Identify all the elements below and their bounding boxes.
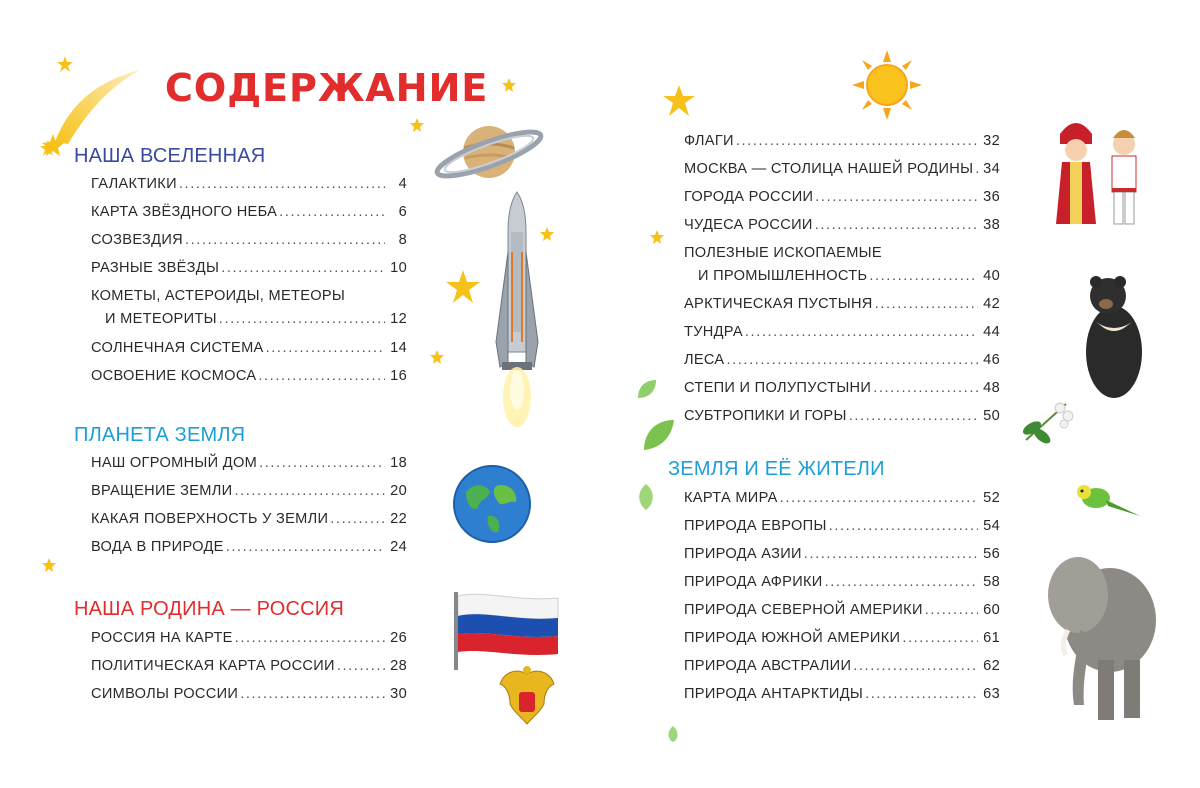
toc-page-number: 44 [983,324,1000,340]
star-icon [42,558,56,572]
star-icon [650,230,664,244]
toc-page-number: 52 [983,490,1000,506]
toc-page-number: 18 [390,455,407,471]
star-icon [502,78,516,92]
toc-entry[interactable] [684,686,1000,702]
toc-entry-title-line1: ПОЛЕЗНЫЕ ИСКОПАЕМЫЕ [684,245,882,261]
toc-entry-title: РАЗНЫЕ ЗВЁЗДЫ [91,260,220,276]
toc-page-number: 50 [983,408,1000,424]
toc-entry-title: КАКАЯ ПОВЕРХНОСТЬ У ЗЕМЛИ [91,511,329,527]
toc-page-number: 32 [983,133,1000,149]
toc-page-number: 6 [398,204,407,220]
toc-entry-title: ВРАЩЕНИЕ ЗЕМЛИ [91,483,233,499]
toc-entry-title: ПРИРОДА ЕВРОПЫ [684,518,827,534]
toc-page-number: 22 [390,511,407,527]
toc-page-number: 28 [390,658,407,674]
toc-entry[interactable] [684,602,1000,618]
toc-dot-leader [240,686,385,702]
toc-entry-title: НАШ ОГРОМНЫЙ ДОМ [91,455,258,471]
toc-entry-title: МОСКВА — СТОЛИЦА НАШЕЙ РОДИНЫ [684,161,974,177]
toc-entry[interactable] [684,546,1000,562]
bear-icon [1078,272,1148,407]
toc-page-number: 4 [398,176,407,192]
toc-entry-title: СОЗВЕЗДИЯ [91,232,183,248]
star-icon [663,85,695,117]
toc-entry-title: ПРИРОДА АФРИКИ [684,574,823,590]
leaf-icon [636,378,658,400]
toc-page-number: 48 [983,380,1000,396]
toc-list-earth-people [684,0,1000,788]
toc-page-number: 14 [390,340,407,356]
toc-entry-title: ГОРОДА РОССИИ [684,189,814,205]
section-heading-earth: ПЛАНЕТА ЗЕМЛЯ [74,424,246,446]
toc-page-number: 61 [983,630,1000,646]
rocket-icon [482,192,552,442]
toc-dot-leader [235,630,385,646]
toc-entry[interactable] [684,574,1000,590]
toc-page-number: 54 [983,518,1000,534]
toc-page-number: 40 [983,268,1000,284]
toc-page-number: 38 [983,217,1000,233]
star-icon [430,350,444,364]
toc-dot-leader [853,658,978,674]
toc-entry[interactable] [684,630,1000,646]
children-folk-costume-icon [1052,114,1152,234]
toc-page-number: 34 [983,161,1000,177]
toc-entry-title: ПРИРОДА АВСТРАЛИИ [684,658,852,674]
toc-page-number: 20 [390,483,407,499]
toc-entry-title: ГАЛАКТИКИ [91,176,177,192]
leaf-icon [666,726,680,742]
toc-entry-title: ОСВОЕНИЕ КОСМОСА [91,368,257,384]
section-heading-earth-people: ЗЕМЛЯ И ЕЁ ЖИТЕЛИ [668,458,885,480]
leaf-icon [636,484,656,510]
toc-dot-leader [780,490,978,506]
toc-entry-title: КАРТА МИРА [684,490,778,506]
toc-page-number: 56 [983,546,1000,562]
toc-dot-leader [902,630,978,646]
toc-entry-title: ВОДА В ПРИРОДЕ [91,539,224,555]
toc-page-number: 63 [983,686,1000,702]
toc-entry[interactable] [91,658,407,674]
toc-page-number: 60 [983,602,1000,618]
toc-entry-title: РОССИЯ НА КАРТЕ [91,630,233,646]
toc-entry[interactable] [91,686,407,702]
russian-flag-icon [436,590,561,670]
coat-of-arms-icon [496,664,558,736]
toc-page-number: 36 [983,189,1000,205]
toc-entry-title: КАРТА ЗВЁЗДНОГО НЕБА [91,204,278,220]
toc-entry-title: И ПРОМЫШЛЕННОСТЬ [698,268,868,284]
toc-page-number: 24 [390,539,407,555]
toc-dot-leader [925,602,978,618]
page-title: СОДЕРЖАНИЕ [165,66,489,110]
toc-page-number: 10 [390,260,407,276]
star-icon [57,56,73,72]
toc-page-number: 16 [390,368,407,384]
toc-page-number: 46 [983,352,1000,368]
toc-entry-title: ПРИРОДА ЮЖНОЙ АМЕРИКИ [684,630,901,646]
comet-icon [50,62,150,152]
toc-entry-title: ЛЕСА [684,352,725,368]
toc-page-number: 12 [390,311,407,327]
toc-entry-title: ПРИРОДА АЗИИ [684,546,802,562]
saturn-icon [434,112,544,192]
toc-entry-title: ПРИРОДА АНТАРКТИДЫ [684,686,864,702]
toc-page-number: 58 [983,574,1000,590]
toc-entry[interactable] [684,518,1000,534]
earth-globe-icon [452,464,532,544]
toc-dot-leader [337,658,385,674]
star-icon [446,270,480,304]
toc-entry-title: АРКТИЧЕСКАЯ ПУСТЫНЯ [684,296,873,312]
section-heading-russia: НАША РОДИНА — РОССИЯ [74,598,345,620]
toc-entry-title: СОЛНЕЧНАЯ СИСТЕМА [91,340,264,356]
star-icon [40,140,56,156]
toc-entry-title: ТУНДРА [684,324,743,340]
toc-entry-title: ПОЛИТИЧЕСКАЯ КАРТА РОССИИ [91,658,335,674]
toc-dot-leader [804,546,978,562]
toc-entry-title: И МЕТЕОРИТЫ [105,311,217,327]
sun-icon [852,50,922,120]
toc-entry-title-line1: КОМЕТЫ, АСТЕРОИДЫ, МЕТЕОРЫ [91,288,346,304]
toc-entry-title: СТЕПИ И ПОЛУПУСТЫНИ [684,380,872,396]
toc-dot-leader [825,574,978,590]
elephant-icon [1040,540,1160,730]
star-icon [410,118,424,132]
toc-page-number: 30 [390,686,407,702]
toc-entry-title: СУБТРОПИКИ И ГОРЫ [684,408,847,424]
flower-branch-icon [1016,390,1080,454]
toc-entry-title: СИМВОЛЫ РОССИИ [91,686,239,702]
toc-entry-title: ПРИРОДА СЕВЕРНОЙ АМЕРИКИ [684,602,923,618]
toc-page-number: 26 [390,630,407,646]
parrot-icon [1072,478,1142,522]
section-heading-universe: НАША ВСЕЛЕННАЯ [74,145,266,167]
leaf-icon [642,418,676,452]
toc-entry[interactable] [684,490,1000,506]
toc-entry[interactable] [91,630,407,646]
toc-page-number: 8 [398,232,407,248]
toc-page-number: 62 [983,658,1000,674]
toc-dot-leader [865,686,978,702]
toc-entry[interactable] [684,658,1000,674]
toc-dot-leader [829,518,978,534]
toc-entry-title: ФЛАГИ [684,133,734,149]
toc-entry-title: ЧУДЕСА РОССИИ [684,217,813,233]
toc-page-number: 42 [983,296,1000,312]
